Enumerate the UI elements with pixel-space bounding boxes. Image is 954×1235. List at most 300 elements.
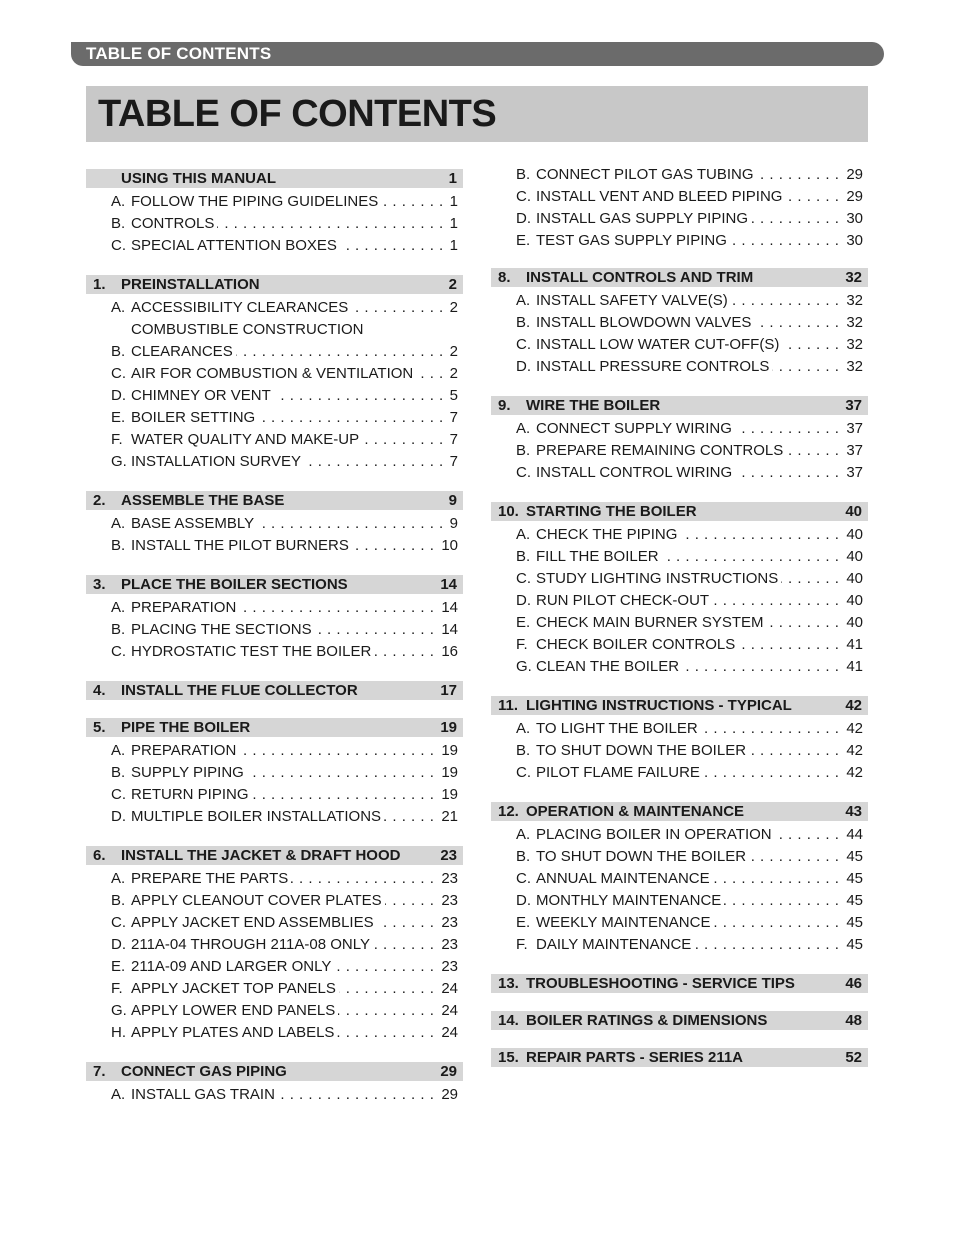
entry-label: WATER QUALITY AND MAKE-UP xyxy=(131,431,362,448)
entry-page-number: 29 xyxy=(440,1084,458,1106)
toc-entry-fill-the-boiler[interactable] xyxy=(491,546,868,568)
section-page-number: 42 xyxy=(845,697,862,714)
entry-letter: E. xyxy=(516,914,531,931)
toc-entry-monthly-maintenance[interactable] xyxy=(491,890,868,912)
entry-page-number: 19 xyxy=(440,784,458,806)
entry-page-number: 14 xyxy=(440,597,458,619)
section-title: USING THIS MANUAL xyxy=(121,170,276,187)
entry-label: CONNECT SUPPLY WIRING xyxy=(536,420,735,437)
entry-text xyxy=(131,297,449,319)
toc-entry-hydrostatic-test-the-boiler[interactable] xyxy=(86,641,463,663)
entry-letter: C. xyxy=(111,786,126,803)
entry-text xyxy=(536,762,845,784)
entry-label: CLEAN THE BOILER xyxy=(536,658,682,675)
entry-letter: F. xyxy=(111,431,123,448)
toc-section xyxy=(491,502,868,678)
toc-section xyxy=(86,575,463,663)
entry-label: CHECK MAIN BURNER SYSTEM xyxy=(536,614,767,631)
entry-page-number: 45 xyxy=(845,890,863,912)
entry-page-number: 7 xyxy=(449,429,458,451)
section-title: INSTALL CONTROLS AND TRIM xyxy=(526,269,754,286)
section-page-number: 40 xyxy=(845,503,862,520)
toc-section xyxy=(491,696,868,784)
toc-entry-apply-jacket-end-assemblies[interactable] xyxy=(86,912,463,934)
toc-entry-return-piping[interactable] xyxy=(86,784,463,806)
entry-page-number: 32 xyxy=(845,290,863,312)
toc-entry-connect-pilot-gas-tubing[interactable] xyxy=(491,164,868,186)
entry-label: INSTALL CONTROL WIRING xyxy=(536,464,735,481)
entry-page-number: 2 xyxy=(449,341,458,363)
toc-entry-clean-the-boiler[interactable] xyxy=(491,656,868,678)
entry-page-number: 30 xyxy=(845,230,863,252)
entry-label: TO LIGHT THE BOILER xyxy=(536,720,701,737)
entry-text xyxy=(131,762,440,784)
section-page-number: 37 xyxy=(845,397,862,414)
section-number: 9. xyxy=(498,397,511,414)
entry-page-number: 19 xyxy=(440,740,458,762)
section-title: ASSEMBLE THE BASE xyxy=(121,492,285,509)
entry-text xyxy=(536,868,845,890)
section-title: PIPE THE BOILER xyxy=(121,719,251,736)
section-page-number: 19 xyxy=(440,719,457,736)
entry-text xyxy=(131,1022,440,1044)
section-number: 2. xyxy=(93,492,106,509)
entry-letter: C. xyxy=(111,237,126,254)
entry-text xyxy=(536,718,845,740)
entry-page-number: 9 xyxy=(449,513,458,535)
toc-entry-check-boiler-controls[interactable] xyxy=(491,634,868,656)
toc-entry-multiple-boiler-installations[interactable] xyxy=(86,806,463,828)
toc-section xyxy=(86,275,463,473)
entry-label: INSTALL PRESSURE CONTROLS xyxy=(536,358,772,375)
toc-entry-install-gas-train[interactable] xyxy=(86,1084,463,1106)
toc-entry-apply-jacket-top-panels[interactable] xyxy=(86,978,463,1000)
entry-letter: A. xyxy=(111,599,126,616)
entry-letter: C. xyxy=(516,464,531,481)
entry-letter: F. xyxy=(516,636,528,653)
section-number: 7. xyxy=(93,1063,106,1080)
toc-entry-connect-supply-wiring[interactable] xyxy=(491,418,868,440)
section-number: 4. xyxy=(93,682,106,699)
toc-entry-install-gas-supply-piping[interactable] xyxy=(491,208,868,230)
entry-page-number: 29 xyxy=(845,164,863,186)
toc-entry-follow-the-piping-guidelines[interactable] xyxy=(86,191,463,213)
entry-page-number: 40 xyxy=(845,568,863,590)
entry-text xyxy=(131,191,449,213)
toc-section xyxy=(86,681,463,700)
toc-section xyxy=(491,164,868,252)
toc-entry-to-light-the-boiler[interactable] xyxy=(491,718,868,740)
entry-letter: A. xyxy=(516,526,531,543)
entry-label: RETURN PIPING xyxy=(131,786,252,803)
toc-entry-controls[interactable] xyxy=(86,213,463,235)
section-number: 12. xyxy=(498,803,519,820)
entry-label: MULTIPLE BOILER INSTALLATIONS xyxy=(131,808,384,825)
entry-text xyxy=(536,890,845,912)
entry-page-number: 2 xyxy=(449,297,458,319)
toc-entry-211a-04-through-211a-08-only[interactable] xyxy=(86,934,463,956)
entry-text xyxy=(131,213,449,235)
entry-letter: G. xyxy=(516,658,532,675)
section-items xyxy=(86,510,463,557)
section-page-number: 1 xyxy=(448,170,457,187)
entry-page-number: 45 xyxy=(845,934,863,956)
entry-label: APPLY JACKET TOP PANELS xyxy=(131,980,339,997)
entry-label: DAILY MAINTENANCE xyxy=(536,936,694,953)
entry-text xyxy=(536,334,845,356)
entry-letter: A. xyxy=(111,1086,126,1103)
section-items xyxy=(491,521,868,678)
section-items xyxy=(491,287,868,378)
section-heading-preinstallation[interactable] xyxy=(86,275,463,294)
toc-entry-study-lighting-instructions[interactable] xyxy=(491,568,868,590)
entry-page-number: 1 xyxy=(449,235,458,257)
entry-letter: A. xyxy=(111,742,126,759)
toc-entry-special-attention-boxes[interactable] xyxy=(86,235,463,257)
toc-entry-weekly-maintenance[interactable] xyxy=(491,912,868,934)
section-items xyxy=(86,594,463,663)
entry-label: TEST GAS SUPPLY PIPING xyxy=(536,232,730,249)
section-title: PLACE THE BOILER SECTIONS xyxy=(121,576,348,593)
entry-text xyxy=(536,546,845,568)
entry-text xyxy=(536,824,845,846)
entry-text xyxy=(131,890,440,912)
section-heading-wire-the-boiler[interactable] xyxy=(491,396,868,415)
entry-text xyxy=(536,612,845,634)
section-number: 15. xyxy=(498,1049,519,1066)
toc-entry-air-for-combustion-and-ventilation[interactable] xyxy=(86,363,463,385)
section-heading-boiler-ratings-and-dimensions[interactable] xyxy=(491,1011,868,1030)
entry-letter: C. xyxy=(516,764,531,781)
entry-label: STUDY LIGHTING INSTRUCTIONS xyxy=(536,570,781,587)
section-title: TROUBLESHOOTING - SERVICE TIPS xyxy=(526,975,795,992)
entry-letter: E. xyxy=(111,958,126,975)
toc-entry-to-shut-down-the-boiler[interactable] xyxy=(491,740,868,762)
entry-page-number: 7 xyxy=(449,407,458,429)
entry-label: SPECIAL ATTENTION BOXES xyxy=(131,237,340,254)
entry-text-line2-label: CLEARANCES xyxy=(131,343,236,360)
entry-label: APPLY LOWER END PANELS xyxy=(131,1002,338,1019)
entry-page-number: 21 xyxy=(440,806,458,828)
entry-letter: B. xyxy=(516,742,531,759)
section-number: 11. xyxy=(498,697,519,714)
section-title: CONNECT GAS PIPING xyxy=(121,1063,287,1080)
section-heading-assemble-the-base[interactable] xyxy=(86,491,463,510)
toc-entry-accessibility-clearances[interactable] xyxy=(86,297,463,319)
section-title: INSTALL THE JACKET & DRAFT HOOD xyxy=(121,847,401,864)
entry-page-number: 40 xyxy=(845,546,863,568)
entry-label: 211A-04 THROUGH 211A-08 ONLY xyxy=(131,936,373,953)
entry-letter: B. xyxy=(111,892,126,909)
entry-letter: C. xyxy=(111,643,126,660)
entry-label: INSTALL GAS TRAIN xyxy=(131,1086,278,1103)
entry-text xyxy=(536,462,845,484)
toc-entry-placing-the-sections[interactable] xyxy=(86,619,463,641)
entry-letter: D. xyxy=(516,358,531,375)
section-heading-operation-and-maintenance[interactable] xyxy=(491,802,868,821)
toc-section xyxy=(491,1011,868,1030)
entry-text xyxy=(131,868,440,890)
entry-letter: D. xyxy=(516,210,531,227)
section-page-number: 46 xyxy=(845,975,862,992)
toc-section xyxy=(86,846,463,1044)
entry-text xyxy=(536,164,845,186)
section-title: REPAIR PARTS - SERIES 211A xyxy=(526,1049,744,1066)
entry-page-number: 32 xyxy=(845,334,863,356)
entry-label: WEEKLY MAINTENANCE xyxy=(536,914,713,931)
entry-text xyxy=(131,1084,440,1106)
toc-entry-apply-lower-end-panels[interactable] xyxy=(86,1000,463,1022)
section-heading-install-the-jacket-and-draft-hood[interactable] xyxy=(86,846,463,865)
entry-label: INSTALL BLOWDOWN VALVES xyxy=(536,314,754,331)
section-items xyxy=(86,865,463,1044)
entry-text xyxy=(131,978,440,1000)
entry-letter: C. xyxy=(111,365,126,382)
toc-entry-water-quality-and-make-up[interactable] xyxy=(86,429,463,451)
entry-label: PILOT FLAME FAILURE xyxy=(536,764,703,781)
entry-page-number: 37 xyxy=(845,418,863,440)
entry-page-number: 42 xyxy=(845,740,863,762)
toc-entry-install-low-water-cut-off-s[interactable] xyxy=(491,334,868,356)
entry-label: MONTHLY MAINTENANCE xyxy=(536,892,724,909)
entry-label: PREPARATION xyxy=(131,742,239,759)
entry-letter: D. xyxy=(516,592,531,609)
entry-text xyxy=(536,208,845,230)
section-page-number: 52 xyxy=(845,1049,862,1066)
section-title: PREINSTALLATION xyxy=(121,276,260,293)
section-heading-lighting-instructions-typical[interactable] xyxy=(491,696,868,715)
toc-entry-install-vent-and-bleed-piping[interactable] xyxy=(491,186,868,208)
toc-entry-pilot-flame-failure[interactable] xyxy=(491,762,868,784)
toc-section xyxy=(86,1062,463,1106)
section-heading-connect-gas-piping[interactable] xyxy=(86,1062,463,1081)
section-page-number: 32 xyxy=(845,269,862,286)
toc-entry-apply-cleanout-cover-plates[interactable] xyxy=(86,890,463,912)
entry-text xyxy=(536,230,845,252)
toc-entry-prepare-remaining-controls[interactable] xyxy=(491,440,868,462)
entry-text xyxy=(131,363,449,385)
entry-page-number: 19 xyxy=(440,762,458,784)
toc-entry-preparation[interactable] xyxy=(86,597,463,619)
entry-page-number: 10 xyxy=(440,535,458,557)
entry-text xyxy=(131,641,440,663)
entry-text xyxy=(131,619,440,641)
entry-letter: G. xyxy=(111,453,127,470)
toc-entry-install-the-pilot-burners[interactable] xyxy=(86,535,463,557)
section-page-number: 17 xyxy=(440,682,457,699)
toc-entry-chimney-or-vent[interactable] xyxy=(86,385,463,407)
entry-letter: E. xyxy=(111,409,126,426)
section-heading-install-the-flue-collector[interactable] xyxy=(86,681,463,700)
toc-entry-apply-plates-and-labels[interactable] xyxy=(86,1022,463,1044)
entry-label: APPLY CLEANOUT COVER PLATES xyxy=(131,892,385,909)
entry-letter: D. xyxy=(111,387,126,404)
section-number: 6. xyxy=(93,847,106,864)
toc-entry-base-assembly[interactable] xyxy=(86,513,463,535)
entry-label: PLACING THE SECTIONS xyxy=(131,621,315,638)
entry-letter: B. xyxy=(111,621,126,638)
entry-letter: B. xyxy=(516,548,531,565)
toc-entry-check-the-piping[interactable] xyxy=(491,524,868,546)
entry-letter: A. xyxy=(111,515,126,532)
entry-text xyxy=(536,418,845,440)
section-heading-install-controls-and-trim[interactable] xyxy=(491,268,868,287)
toc-entry-combustible-construction[interactable] xyxy=(86,319,463,363)
entry-page-number: 29 xyxy=(845,186,863,208)
entry-letter: B. xyxy=(516,166,531,183)
entry-text xyxy=(131,934,440,956)
entry-label: FOLLOW THE PIPING GUIDELINES xyxy=(131,193,381,210)
entry-page-number: 40 xyxy=(845,524,863,546)
entry-page-number: 42 xyxy=(845,762,863,784)
entry-letter: B. xyxy=(111,537,126,554)
entry-text xyxy=(131,597,440,619)
entry-label: TO SHUT DOWN THE BOILER xyxy=(536,848,749,865)
toc-column-left xyxy=(86,169,463,1124)
entry-text xyxy=(131,806,440,828)
entry-page-number: 40 xyxy=(845,612,863,634)
entry-text xyxy=(131,784,440,806)
entry-page-number: 23 xyxy=(440,868,458,890)
section-title: WIRE THE BOILER xyxy=(526,397,661,414)
toc-entry-boiler-setting[interactable] xyxy=(86,407,463,429)
toc-entry-placing-boiler-in-operation[interactable] xyxy=(491,824,868,846)
entry-text xyxy=(131,385,449,407)
entry-page-number: 1 xyxy=(449,191,458,213)
section-heading-troubleshooting-service-tips[interactable] xyxy=(491,974,868,993)
section-heading-pipe-the-boiler[interactable] xyxy=(86,718,463,737)
entry-label: APPLY PLATES AND LABELS xyxy=(131,1024,337,1041)
toc-section xyxy=(491,974,868,993)
entry-text xyxy=(536,356,845,378)
entry-label: PLACING BOILER IN OPERATION xyxy=(536,826,775,843)
toc-entry-install-control-wiring[interactable] xyxy=(491,462,868,484)
toc-entry-test-gas-supply-piping[interactable] xyxy=(491,230,868,252)
section-title: INSTALL THE FLUE COLLECTOR xyxy=(121,682,358,699)
toc-entry-annual-maintenance[interactable] xyxy=(491,868,868,890)
toc-entry-prepare-the-parts[interactable] xyxy=(86,868,463,890)
entry-page-number: 24 xyxy=(440,1022,458,1044)
section-items xyxy=(491,821,868,956)
section-items xyxy=(86,188,463,257)
entry-letter: D. xyxy=(111,936,126,953)
entry-letter: F. xyxy=(111,980,123,997)
toc-entry-installation-survey[interactable] xyxy=(86,451,463,473)
section-heading-repair-parts-series-211a[interactable] xyxy=(491,1048,868,1067)
toc-entry-run-pilot-check-out[interactable] xyxy=(491,590,868,612)
entry-page-number: 23 xyxy=(440,956,458,978)
entry-letter: B. xyxy=(111,343,126,360)
section-heading-starting-the-boiler[interactable] xyxy=(491,502,868,521)
entry-label: ANNUAL MAINTENANCE xyxy=(536,870,713,887)
section-title: LIGHTING INSTRUCTIONS - TYPICAL xyxy=(526,697,792,714)
toc-entry-check-main-burner-system[interactable] xyxy=(491,612,868,634)
entry-letter: C. xyxy=(111,914,126,931)
entry-text xyxy=(131,319,449,363)
entry-text xyxy=(536,634,845,656)
entry-letter: H. xyxy=(111,1024,126,1041)
section-page-number: 14 xyxy=(440,576,457,593)
toc-entry-to-shut-down-the-boiler[interactable] xyxy=(491,846,868,868)
section-items xyxy=(86,1081,463,1106)
toc-entry-211a-09-and-larger-only[interactable] xyxy=(86,956,463,978)
entry-page-number: 7 xyxy=(449,451,458,473)
entry-page-number: 41 xyxy=(845,656,863,678)
toc-entry-daily-maintenance[interactable] xyxy=(491,934,868,956)
entry-text xyxy=(131,1000,440,1022)
toc-section xyxy=(491,396,868,484)
section-number xyxy=(86,169,121,188)
entry-label: SUPPLY PIPING xyxy=(131,764,247,781)
entry-page-number: 30 xyxy=(845,208,863,230)
section-heading-place-the-boiler-sections[interactable] xyxy=(86,575,463,594)
entry-text xyxy=(131,451,449,473)
entry-page-number: 32 xyxy=(845,312,863,334)
entry-label: CONTROLS xyxy=(131,215,217,232)
entry-text xyxy=(536,524,845,546)
toc-entry-install-safety-valve-s[interactable] xyxy=(491,290,868,312)
entry-text xyxy=(131,956,440,978)
entry-label: INSTALL LOW WATER CUT-OFF(S) xyxy=(536,336,782,353)
toc-entry-install-blowdown-valves[interactable] xyxy=(491,312,868,334)
toc-entry-supply-piping[interactable] xyxy=(86,762,463,784)
entry-page-number: 45 xyxy=(845,912,863,934)
entry-label: PREPARATION xyxy=(131,599,239,616)
section-page-number: 43 xyxy=(845,803,862,820)
section-heading-using-this-manual[interactable] xyxy=(86,169,463,188)
entry-letter: C. xyxy=(516,336,531,353)
entry-text-line1-label: COMBUSTIBLE CONSTRUCTION xyxy=(131,319,449,341)
entry-text xyxy=(131,429,449,451)
entry-page-number: 45 xyxy=(845,868,863,890)
entry-letter: C. xyxy=(516,570,531,587)
entry-letter: A. xyxy=(111,870,126,887)
entry-letter: C. xyxy=(516,188,531,205)
entry-text xyxy=(536,656,845,678)
toc-entry-preparation[interactable] xyxy=(86,740,463,762)
section-page-number: 2 xyxy=(448,276,457,293)
entry-label: INSTALL SAFETY VALVE(S) xyxy=(536,292,731,309)
entry-text xyxy=(536,290,845,312)
section-page-number: 9 xyxy=(448,492,457,509)
section-items xyxy=(491,415,868,484)
entry-letter: A. xyxy=(516,826,531,843)
entry-page-number: 45 xyxy=(845,846,863,868)
entry-letter: B. xyxy=(516,314,531,331)
section-page-number: 23 xyxy=(440,847,457,864)
entry-page-number: 44 xyxy=(845,824,863,846)
entry-page-number: 23 xyxy=(440,912,458,934)
entry-page-number: 14 xyxy=(440,619,458,641)
entry-page-number: 24 xyxy=(440,978,458,1000)
toc-section xyxy=(86,718,463,828)
entry-page-number: 23 xyxy=(440,934,458,956)
entry-page-number: 37 xyxy=(845,440,863,462)
section-number: 5. xyxy=(93,719,106,736)
section-title: BOILER RATINGS & DIMENSIONS xyxy=(526,1012,768,1029)
entry-page-number: 32 xyxy=(845,356,863,378)
toc-entry-install-pressure-controls[interactable] xyxy=(491,356,868,378)
entry-text xyxy=(536,440,845,462)
toc-section xyxy=(491,1048,868,1067)
entry-letter: A. xyxy=(516,720,531,737)
entry-text xyxy=(131,535,440,557)
entry-page-number: 23 xyxy=(440,890,458,912)
toc-column-right xyxy=(491,164,868,1085)
entry-letter: F. xyxy=(516,936,528,953)
entry-label: ACCESSIBILITY CLEARANCES xyxy=(131,299,351,316)
section-items xyxy=(86,294,463,473)
